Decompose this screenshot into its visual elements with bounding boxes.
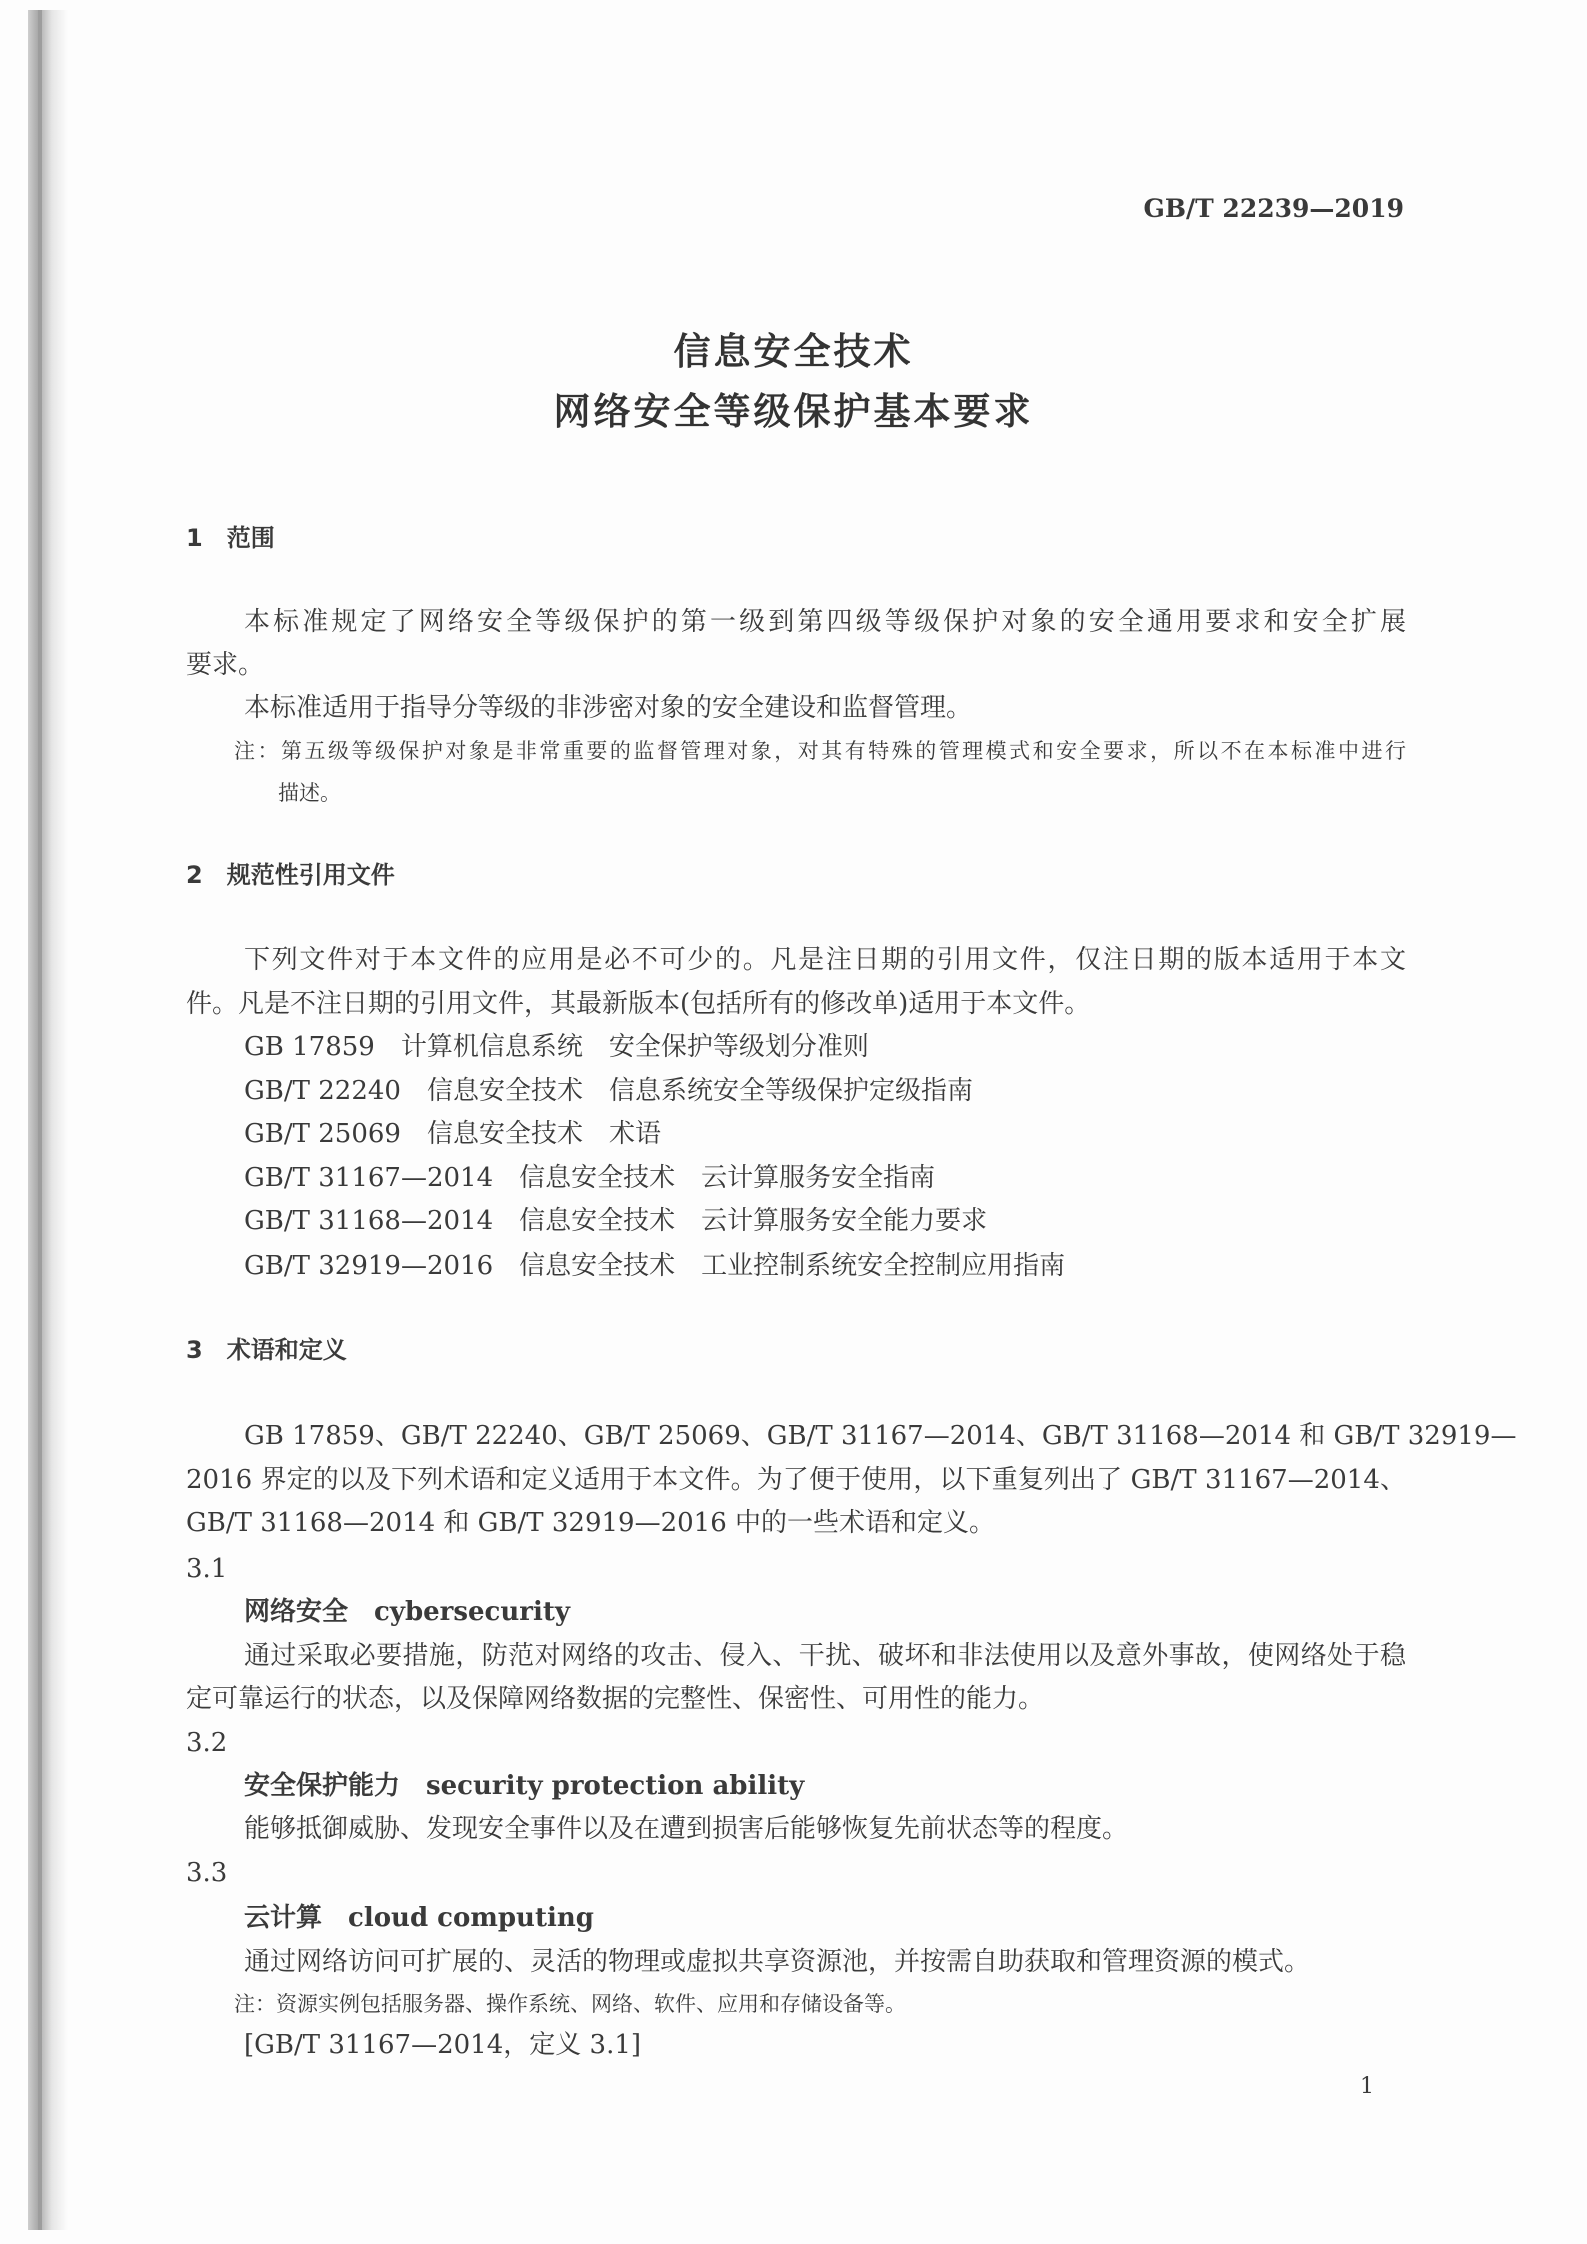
- term-number: 3.2: [186, 1728, 228, 1758]
- s1-paragraph-2: 本标准适用于指导分等级的非涉密对象的安全建设和监督管理。: [244, 693, 973, 723]
- s1-note: 注：第五级等级保护对象是非常重要的监督管理对象，对其有特殊的管理模式和安全要求，所以不在本标准中进行: [234, 739, 1406, 763]
- title-line-1: 信息安全技术: [673, 330, 914, 373]
- reference-item: GB/T 32919—2016 信息安全技术 工业控制系统安全控制应用指南: [244, 1251, 1066, 1281]
- reference-item: GB/T 31168—2014 信息安全技术 云计算服务安全能力要求: [244, 1206, 988, 1236]
- section-3-heading: 3 术语和定义: [186, 1336, 347, 1364]
- s3-paragraph-cont: 2016 界定的以及下列术语和定义适用于本文件。为了便于使用，以下重复列出了 GB/T 31167—2014、: [186, 1465, 1406, 1495]
- reference-item: GB/T 31167—2014 信息安全技术 云计算服务安全指南: [244, 1163, 936, 1193]
- s2-paragraph-cont: 件。凡是不注日期的引用文件，其最新版本(包括所有的修改单)适用于本文件。: [186, 989, 1091, 1019]
- term-definition-cont: 定可靠运行的状态，以及保障网络数据的完整性、保密性、可用性的能力。: [186, 1684, 1045, 1714]
- term-title: 网络安全 cybersecurity: [244, 1597, 570, 1627]
- term-number: 3.1: [186, 1554, 228, 1584]
- s1-note-cont: 描述。: [278, 781, 341, 805]
- s1-paragraph-1-cont: 要求。: [186, 650, 265, 680]
- term-title: 云计算 cloud computing: [244, 1903, 594, 1933]
- term-definition: 通过采取必要措施，防范对网络的攻击、侵入、干扰、破坏和非法使用以及意外事故，使网络处于稳: [244, 1641, 1406, 1671]
- page-number: 1: [1360, 2074, 1374, 2099]
- s1-paragraph-1: 本标准规定了网络安全等级保护的第一级到第四级等级保护对象的安全通用要求和安全扩展: [244, 607, 1406, 637]
- term-title: 安全保护能力 security protection ability: [244, 1771, 805, 1801]
- section-1-heading: 1 范围: [186, 524, 275, 552]
- term-definition: 通过网络访问可扩展的、灵活的物理或虚拟共享资源池，并按需自助获取和管理资源的模式。: [244, 1947, 1311, 1977]
- term-source: [GB/T 31167—2014，定义 3.1]: [244, 2030, 642, 2060]
- section-2-heading: 2 规范性引用文件: [186, 861, 395, 889]
- reference-item: GB/T 22240 信息安全技术 信息系统安全等级保护定级指南: [244, 1076, 973, 1106]
- term-number: 3.3: [186, 1858, 228, 1888]
- reference-item: GB 17859 计算机信息系统 安全保护等级划分准则: [244, 1032, 869, 1062]
- term-note: 注：资源实例包括服务器、操作系统、网络、软件、应用和存储设备等。: [234, 1992, 906, 2016]
- term-definition: 能够抵御威胁、发现安全事件以及在遭到损害后能够恢复先前状态等的程度。: [244, 1814, 1129, 1844]
- s3-paragraph-cont-2: GB/T 31168—2014 和 GB/T 32919—2016 中的一些术语和定义。: [186, 1508, 996, 1538]
- reference-item: GB/T 25069 信息安全技术 术语: [244, 1119, 661, 1149]
- s3-paragraph: GB 17859、GB/T 22240、GB/T 25069、GB/T 31167—2014、GB/T 31168—2014 和 GB/T 32919—: [244, 1421, 1517, 1451]
- standard-number: GB/T 22239—2019: [1143, 194, 1404, 223]
- title-line-2: 网络安全等级保护基本要求: [553, 390, 1034, 433]
- s2-paragraph: 下列文件对于本文件的应用是必不可少的。凡是注日期的引用文件，仅注日期的版本适用于本文: [244, 945, 1406, 975]
